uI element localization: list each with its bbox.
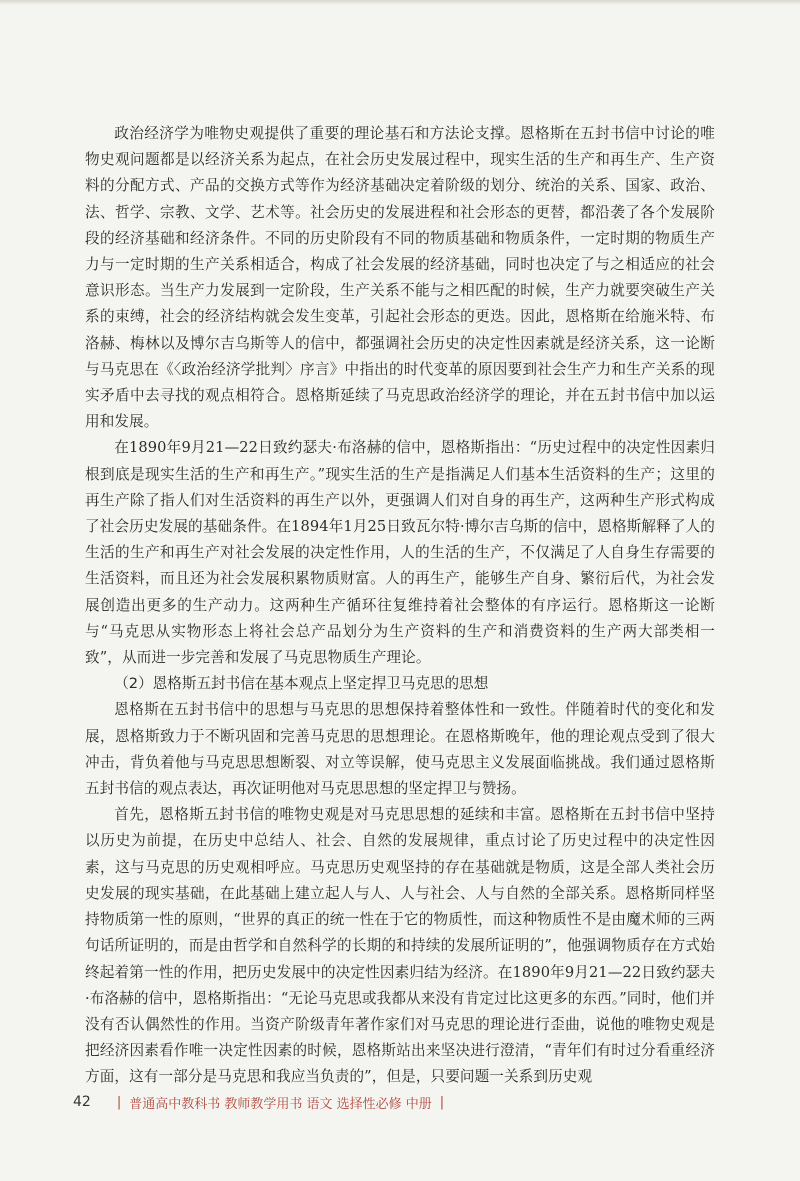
page-footer [73, 1090, 452, 1114]
section-heading: （2）恩格斯五封书信在基本观点上坚定捍卫马克思的思想 [114, 675, 489, 693]
paragraph-consistency: 恩格斯在五封书信中的思想与马克思的思想保持着整体性和一致性。伴随着时代的变化和发展，恩格斯致力于不断巩固和完善马克思的思想理论。在恩格斯晚年，他的理论观点受到了很大冲击，背负着他与马克思思想断裂、对立等误解，使马克思主义发展面临挑战。我们通过恩格斯五封书信的观点表达，再次证明他对马克思思想的坚定捍卫与赞扬。 [85, 701, 715, 798]
paragraph-first-point: 首先，恩格斯五封书信的唯物史观是对马克思思想的延续和丰富。恩格斯在五封书信中坚持以历史为前提，在历史中总结人、社会、自然的发展规律，重点讨论了历史过程中的决定性因素，这与马克思的历史观相呼应。马克思历史观坚持的存在基础就是物质，这是全部人类社会历史发展的现实基础，在此基础上建立起人与人、人与社会、人与自然的全部关系。恩格斯同样坚持物质第一性的原则，“世界的真正的统一性在于它的物质性，而这种物质性不是由魔术师的三两句话所证明的，而是由哲学和自然科学的长期的和持续的发展所证明的”，他强调物质存在方式始终起着第一性的作用，把历史发展中的决定性因素归结为经济。在1890年9月21—22日致约瑟夫·布洛赫的信中，恩格斯指出：“无论马克思或我都从来没有肯定过比这更多的东西。”同时，他们并没有否认偶然性的作用。当资产阶级青年著作家们对马克思的理论进行歪曲，说他的唯物史观是把经济因素看作唯一决定性因素的时候，恩格斯站出来坚决进行澄清，“青年们有时过分看重经济方面，这有一部分是马克思和我应当负责的”，但是，只要问题一关系到历史观 [85, 806, 715, 1086]
footer-book-title: 普通高中教科书 教师教学用书 语文 选择性必修 中册 [129, 1096, 432, 1112]
page-body [85, 121, 715, 1091]
paragraph-political-economy: 政治经济学为唯物史观提供了重要的理论基石和方法论支撑。恩格斯在五封书信中讨论的唯物史观问题都是以经济关系为起点，在社会历史发展过程中，现实生活的生产和再生产、生产资料的分配方式、产品的交换方式等作为经济基础决定着阶级的划分、统治的关系、国家、政治、法、哲学、宗教、文学、艺术等。社会历史的发展进程和社会形态的更替，都沿袭了各个发展阶段的经济基础和经济条件。不同的历史阶段有不同的物质基础和物质条件，一定时期的物质生产力与一定时期的生产关系相适合，构成了社会发展的经济基础，同时也决定了与之相适应的社会意识形态。当生产力发展到一定阶段，生产关系不能与之相匹配的时候，生产力就要突破生产关系的束缚，社会的经济结构就会发生变革，引起社会形态的更迭。因此，恩格斯在给施米特、布洛赫、梅林以及博尔吉乌斯等人的信中，都强调社会历史的决定性因素就是经济关系，这一论断与马克思在《〈政治经济学批判〉序言》中指出的时代变革的原因要到社会生产力和生产关系的现实矛盾中去寻找的观点相符合。恩格斯延续了马克思政治经济学的理论，并在五封书信中加以运用和发展。 [85, 125, 715, 431]
page-number: 42 [73, 1094, 91, 1110]
page-top-edge [0, 0, 800, 5]
footer-separator-right: | [439, 1094, 445, 1110]
footer-separator-left: | [116, 1094, 122, 1110]
paragraph-bloch-letter: 在1890年9月21—22日致约瑟夫·布洛赫的信中，恩格斯指出：“历史过程中的决定性因素归根到底是现实生活的生产和再生产。”现实生活的生产是指满足人们基本生活资料的生产；这里的再生产除了指人们对生活资料的再生产以外，更强调人们对自身的再生产，这两种生产形式构成了社会历史发展的基础条件。在1894年1月25日致瓦尔特·博尔吉乌斯的信中，恩格斯解释了人的生活的生产和再生产对社会发展的决定性作用，人的生活的生产，不仅满足了人自身生存需要的生活资料，而且还为社会发展积累物质财富。人的再生产，能够生产自身、繁衍后代，为社会发展创造出更多的生产动力。这两种生产循环往复维持着社会整体的有序运行。恩格斯这一论断与“马克思从实物形态上将社会总产品划分为生产资料的生产和消费资料的生产两大部类相一致”，从而进一步完善和发展了马克思物质生产理论。 [85, 439, 715, 667]
